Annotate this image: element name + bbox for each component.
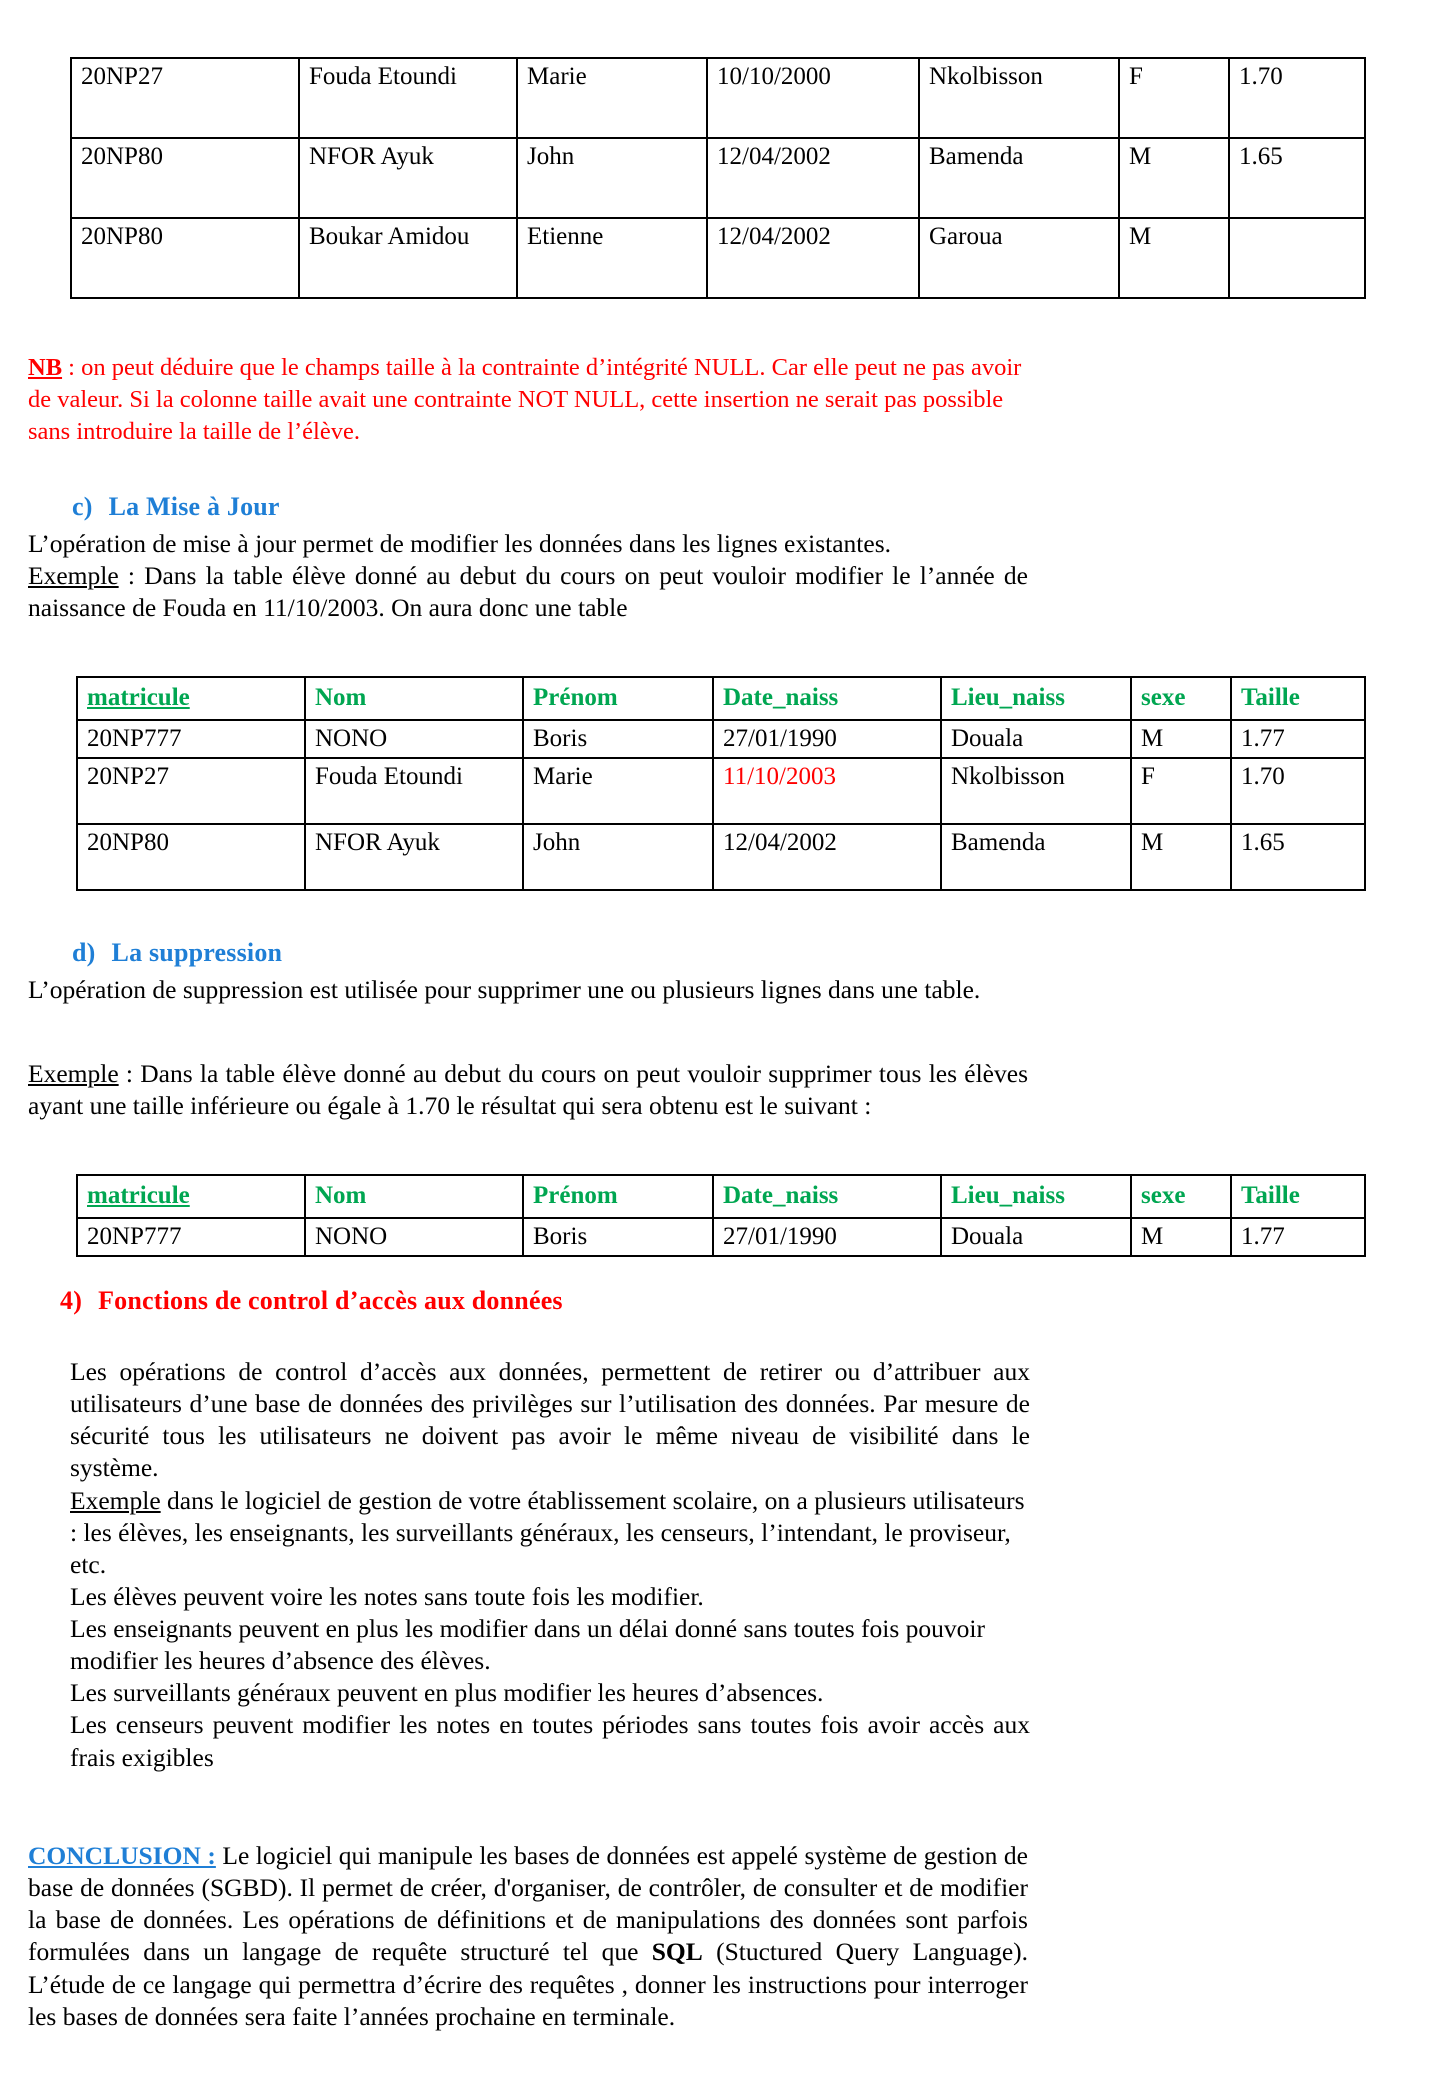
conclusion-label: CONCLUSION : [28,1841,216,1870]
cell-prenom: Boris [523,1218,713,1256]
cell-date-naiss: 12/04/2002 [707,218,919,298]
example-label: Exemple [70,1485,161,1515]
update-example [28,560,1028,624]
access-line-enseignants: Les enseignants peuvent en plus les modifier dans un délai donné sans toutes fois pouvoir modifier les heures d’absence des élèves. [70,1614,985,1676]
access-line-censeurs: Les censeurs peuvent modifier les notes en toutes périodes sans toutes fois avoir accès aux frais exigibles [70,1710,1030,1772]
table-row [71,138,1365,218]
cell-taille: 1.65 [1229,138,1365,218]
header-prenom: Prénom [523,1175,713,1218]
header-date-naiss: Date_naiss [713,1175,941,1218]
delete-example [28,1058,1028,1122]
heading-marker: d) [72,938,96,967]
cell-sexe: F [1119,58,1229,138]
example-text: dans le logiciel de gestion de votre établissement scolaire, on a plusieurs utilisateurs : les élèves, les enseignants, les surveillants généraux, les censeurs, l’intendant, le proviseur, etc. [70,1485,1025,1579]
table-insert-result [70,57,1366,299]
cell-matricule: 20NP777 [77,720,305,758]
cell-lieu-naiss: Douala [941,720,1131,758]
cell-lieu-naiss: Nkolbisson [941,758,1131,824]
cell-prenom: Marie [523,758,713,824]
cell-nom: Fouda Etoundi [305,758,523,824]
delete-line-1: L’opération de suppression est utilisée pour supprimer une ou plusieurs lignes dans une table. [28,975,981,1004]
header-matricule: matricule [77,677,305,720]
conclusion-text [28,1840,1028,2033]
table-header-row [77,1175,1365,1218]
heading-section-access [60,1286,563,1316]
table-delete-result [76,1174,1366,1257]
cell-sexe: M [1119,138,1229,218]
header-matricule: matricule [77,1175,305,1218]
header-taille: Taille [1231,677,1365,720]
cell-taille: 1.70 [1231,758,1365,824]
table-row [77,720,1365,758]
cell-date-naiss: 27/01/1990 [713,1218,941,1256]
cell-matricule: 20NP80 [71,218,299,298]
cell-taille: 1.77 [1231,1218,1365,1256]
example-label: Exemple [28,561,119,591]
cell-date-naiss-modified: 11/10/2003 [713,758,941,824]
cell-sexe: F [1131,758,1231,824]
paragraph-delete-example [28,1058,1028,1122]
note-nb [28,352,1028,448]
access-paragraph-1: Les opérations de control d’accès aux données, permettent de retirer ou d’attribuer aux utilisateurs d’une base de données des privilèges sur l’utilisation des données. Par mesure de sécurité tous les utilisateurs ne doivent pas avoir le même niveau de visibilité dans le système. [70,1357,1030,1483]
conclusion-part-1: Le logiciel qui manipule les bases de données est appelé système de gestion de base de données (SGBD). Il permet de créer, d'organiser, de contrôler, de consulter et de modifier la base de données. Les opérations de définitions et de manipulations des données sont parfois formulées dans un langage de requête structuré tel que [28,1841,1028,1967]
cell-matricule: 20NP777 [77,1218,305,1256]
cell-lieu-naiss: Bamenda [919,138,1119,218]
header-sexe: sexe [1131,1175,1231,1218]
heading-title: Fonctions de control d’accès aux données [98,1286,563,1315]
cell-matricule: 20NP27 [77,758,305,824]
heading-marker: 4) [60,1286,83,1315]
cell-sexe: M [1131,720,1231,758]
heading-title: La suppression [111,938,283,967]
cell-lieu-naiss: Garoua [919,218,1119,298]
paragraph-delete [28,974,1028,1006]
header-lieu-naiss: Lieu_naiss [941,1175,1131,1218]
cell-lieu-naiss: Nkolbisson [919,58,1119,138]
cell-prenom: Etienne [517,218,707,298]
table-header-row [77,677,1365,720]
table-update-result [76,676,1366,891]
cell-taille [1229,218,1365,298]
header-lieu-naiss: Lieu_naiss [941,677,1131,720]
cell-prenom: John [517,138,707,218]
cell-nom: NFOR Ayuk [299,138,517,218]
cell-nom: NONO [305,1218,523,1256]
cell-date-naiss: 10/10/2000 [707,58,919,138]
cell-taille: 1.70 [1229,58,1365,138]
header-taille: Taille [1231,1175,1365,1218]
example-text: : Dans la table élève donné au debut du cours on peut vouloir modifier le l’année de naissance de Fouda en 11/10/2003. On aura donc une table [28,561,1028,623]
cell-lieu-naiss: Douala [941,1218,1131,1256]
access-example [70,1485,1030,1581]
cell-prenom: John [523,824,713,890]
header-nom: Nom [305,1175,523,1218]
heading-title: La Mise à Jour [108,492,280,521]
table-row [71,58,1365,138]
paragraph-conclusion [28,1840,1028,2033]
cell-date-naiss: 27/01/1990 [713,720,941,758]
header-date-naiss: Date_naiss [713,677,941,720]
cell-taille: 1.77 [1231,720,1365,758]
note-nb-label: NB [28,354,63,381]
cell-prenom: Marie [517,58,707,138]
heading-section-delete [72,938,282,968]
access-line-surveillants: Les surveillants généraux peuvent en plus modifier les heures d’absences. [70,1678,824,1708]
header-sexe: sexe [1131,677,1231,720]
table-row [77,1218,1365,1256]
header-prenom: Prénom [523,677,713,720]
paragraph-update [28,528,1028,624]
cell-sexe: M [1131,1218,1231,1256]
example-text: : Dans la table élève donné au debut du cours on peut vouloir supprimer tous les élèves ayant une taille inférieure ou égale à 1.70 le résultat qui sera obtenu est le suivant : [28,1059,1028,1121]
access-line-eleves: Les élèves peuvent voire les notes sans toute fois les modifier. [70,1581,704,1611]
cell-date-naiss: 12/04/2002 [707,138,919,218]
paragraph-access [70,1356,1030,1774]
heading-section-update [72,492,280,522]
cell-matricule: 20NP80 [77,824,305,890]
cell-prenom: Boris [523,720,713,758]
cell-nom: NONO [305,720,523,758]
cell-lieu-naiss: Bamenda [941,824,1131,890]
cell-nom: NFOR Ayuk [305,824,523,890]
cell-taille: 1.65 [1231,824,1365,890]
table-row [77,824,1365,890]
cell-nom: Fouda Etoundi [299,58,517,138]
update-line-1: L’opération de mise à jour permet de modifier les données dans les lignes existantes. [28,529,891,558]
table-row [77,758,1365,824]
conclusion-part-2: (Stuctured Query Language). L’étude de ce langage qui permettra d’écrire des requêtes , donner les instructions pour interroger les bases de données sera faite l’années prochaine en terminale. [28,1937,1028,2031]
cell-sexe: M [1131,824,1231,890]
heading-marker: c) [72,492,93,521]
note-nb-text: : on peut déduire que le champs taille à la contrainte d’intégrité NULL. Car elle peut ne pas avoir de valeur. Si la colonne taille avait une contrainte NOT NULL, cette insertion ne serait pas possible sans introduire la taille de l’élève. [28,354,1022,445]
header-nom: Nom [305,677,523,720]
cell-matricule: 20NP27 [71,58,299,138]
cell-sexe: M [1119,218,1229,298]
conclusion-sql-acronym: SQL [651,1937,703,1967]
cell-date-naiss: 12/04/2002 [713,824,941,890]
example-label: Exemple [28,1059,119,1088]
cell-matricule: 20NP80 [71,138,299,218]
table-row [71,218,1365,298]
cell-nom: Boukar Amidou [299,218,517,298]
